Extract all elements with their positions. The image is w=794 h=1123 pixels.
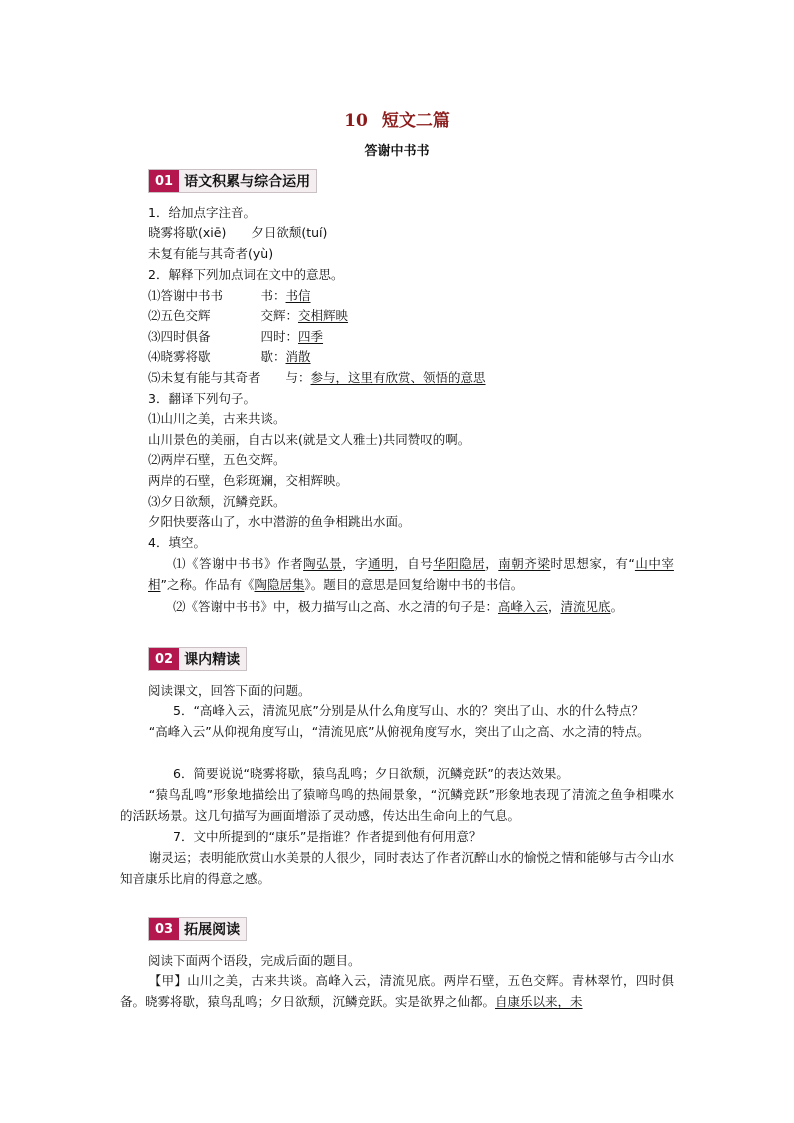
fill-blank-1: ⑴《答谢中书书》作者陶弘景，字通明，自号华阳隐居，南朝齐梁时思想家，有“山中宰相”之称。作品有《陶隐居集》。题目的意思是回复给谢中书的书信。	[148, 556, 674, 592]
section-number: 03	[149, 918, 179, 940]
answer-7: 谢灵运；表明能欣赏山水美景的人很少，同时表达了作者沉醉山水的愉悦之情和能够与古今山水知音康乐比肩的得意之感。	[120, 850, 674, 886]
sentence: ⑴山川之美，古来共谈。	[148, 411, 286, 426]
question-5: 5．“高峰入云，清流见底”分别是从什么角度写山、水的？突出了山、水的什么特点？	[173, 703, 644, 718]
sentence: ⑶夕日欲颓，沉鳞竞跃。	[148, 494, 286, 509]
fill-blank-2: ⑵《答谢中书书》中，极力描写山之高、水之清的句子是：高峰入云，清流见底。	[173, 599, 624, 614]
question-7: 7．文中所提到的“康乐”是指谁？作者提到他有何用意？	[173, 829, 482, 844]
question-1: 1．给加点字注音。	[148, 205, 256, 220]
question-4: 4．填空。	[148, 535, 206, 550]
answer-line: 晓雾将歇(xiē) 夕日欲颓(tuí)	[148, 225, 328, 240]
answer-6: “猿鸟乱鸣”形象地描绘出了猿啼鸟鸣的热闹景象，“沉鳞竞跃”形象地表现了清流之鱼争相喋水的活跃场景。这几句描写为画面增添了灵动感，传达出生命向上的气息。	[120, 787, 674, 823]
answer-line: 未复有能与其奇者(yù)	[148, 246, 274, 261]
section-header-01	[148, 169, 317, 193]
lesson-name: 短文二篇	[381, 111, 450, 131]
passage-jia: 【甲】山川之美，古来共谈。高峰入云，清流见底。两岸石壁，五色交辉。青林翠竹，四时俱备。晓雾将歇，猿鸟乱鸣；夕日欲颓，沉鳞竞跃。实是欲界之仙都。自康乐以来，未	[120, 973, 674, 1009]
translation: 夕阳快要落山了，水中潜游的鱼争相跳出水面。	[148, 514, 411, 529]
text-subtitle: 答谢中书书	[364, 144, 430, 159]
section-number: 01	[149, 170, 179, 192]
translation: 山川景色的美丽，自古以来(就是文人雅士)共同赞叹的啊。	[148, 432, 471, 447]
question-6: 6．简要说说“晓雾将歇，猿鸟乱鸣；夕日欲颓，沉鳞竞跃”的表达效果。	[173, 766, 569, 781]
section-header-03	[148, 917, 247, 941]
translation: 两岸的石壁，色彩斑斓，交相辉映。	[148, 473, 349, 488]
lesson-title	[0, 106, 794, 131]
section-header-02	[148, 647, 247, 671]
definition-item: ⑵五色交辉 交辉：交相辉映	[148, 308, 349, 323]
section-title: 课内精读	[184, 652, 241, 668]
definition-item: ⑸未复有能与其奇者 与：参与，这里有欣赏、领悟的意思	[148, 370, 486, 385]
reading-instruction: 阅读课文，回答下面的问题。	[148, 683, 311, 698]
question-2: 2．解释下列加点词在文中的意思。	[148, 267, 344, 282]
definition-item: ⑶四时俱备 四时：四季	[148, 329, 324, 344]
section-title: 语文积累与综合运用	[184, 174, 311, 190]
lesson-number: 10	[344, 111, 368, 131]
question-3: 3．翻译下列句子。	[148, 391, 256, 406]
definition-item: ⑷晓雾将歇 歇：消散	[148, 349, 311, 364]
definition-item: ⑴答谢中书书 书：书信	[148, 288, 311, 303]
sentence: ⑵两岸石壁，五色交辉。	[148, 452, 286, 467]
answer-5: “高峰入云”从仰视角度写山，“清流见底”从俯视角度写水，突出了山之高、水之清的特点。	[148, 724, 650, 739]
section-title: 拓展阅读	[184, 922, 241, 938]
reading-instruction: 阅读下面两个语段，完成后面的题目。	[148, 953, 361, 968]
section-number: 02	[149, 648, 179, 670]
passage-label: 【甲】	[148, 973, 188, 988]
